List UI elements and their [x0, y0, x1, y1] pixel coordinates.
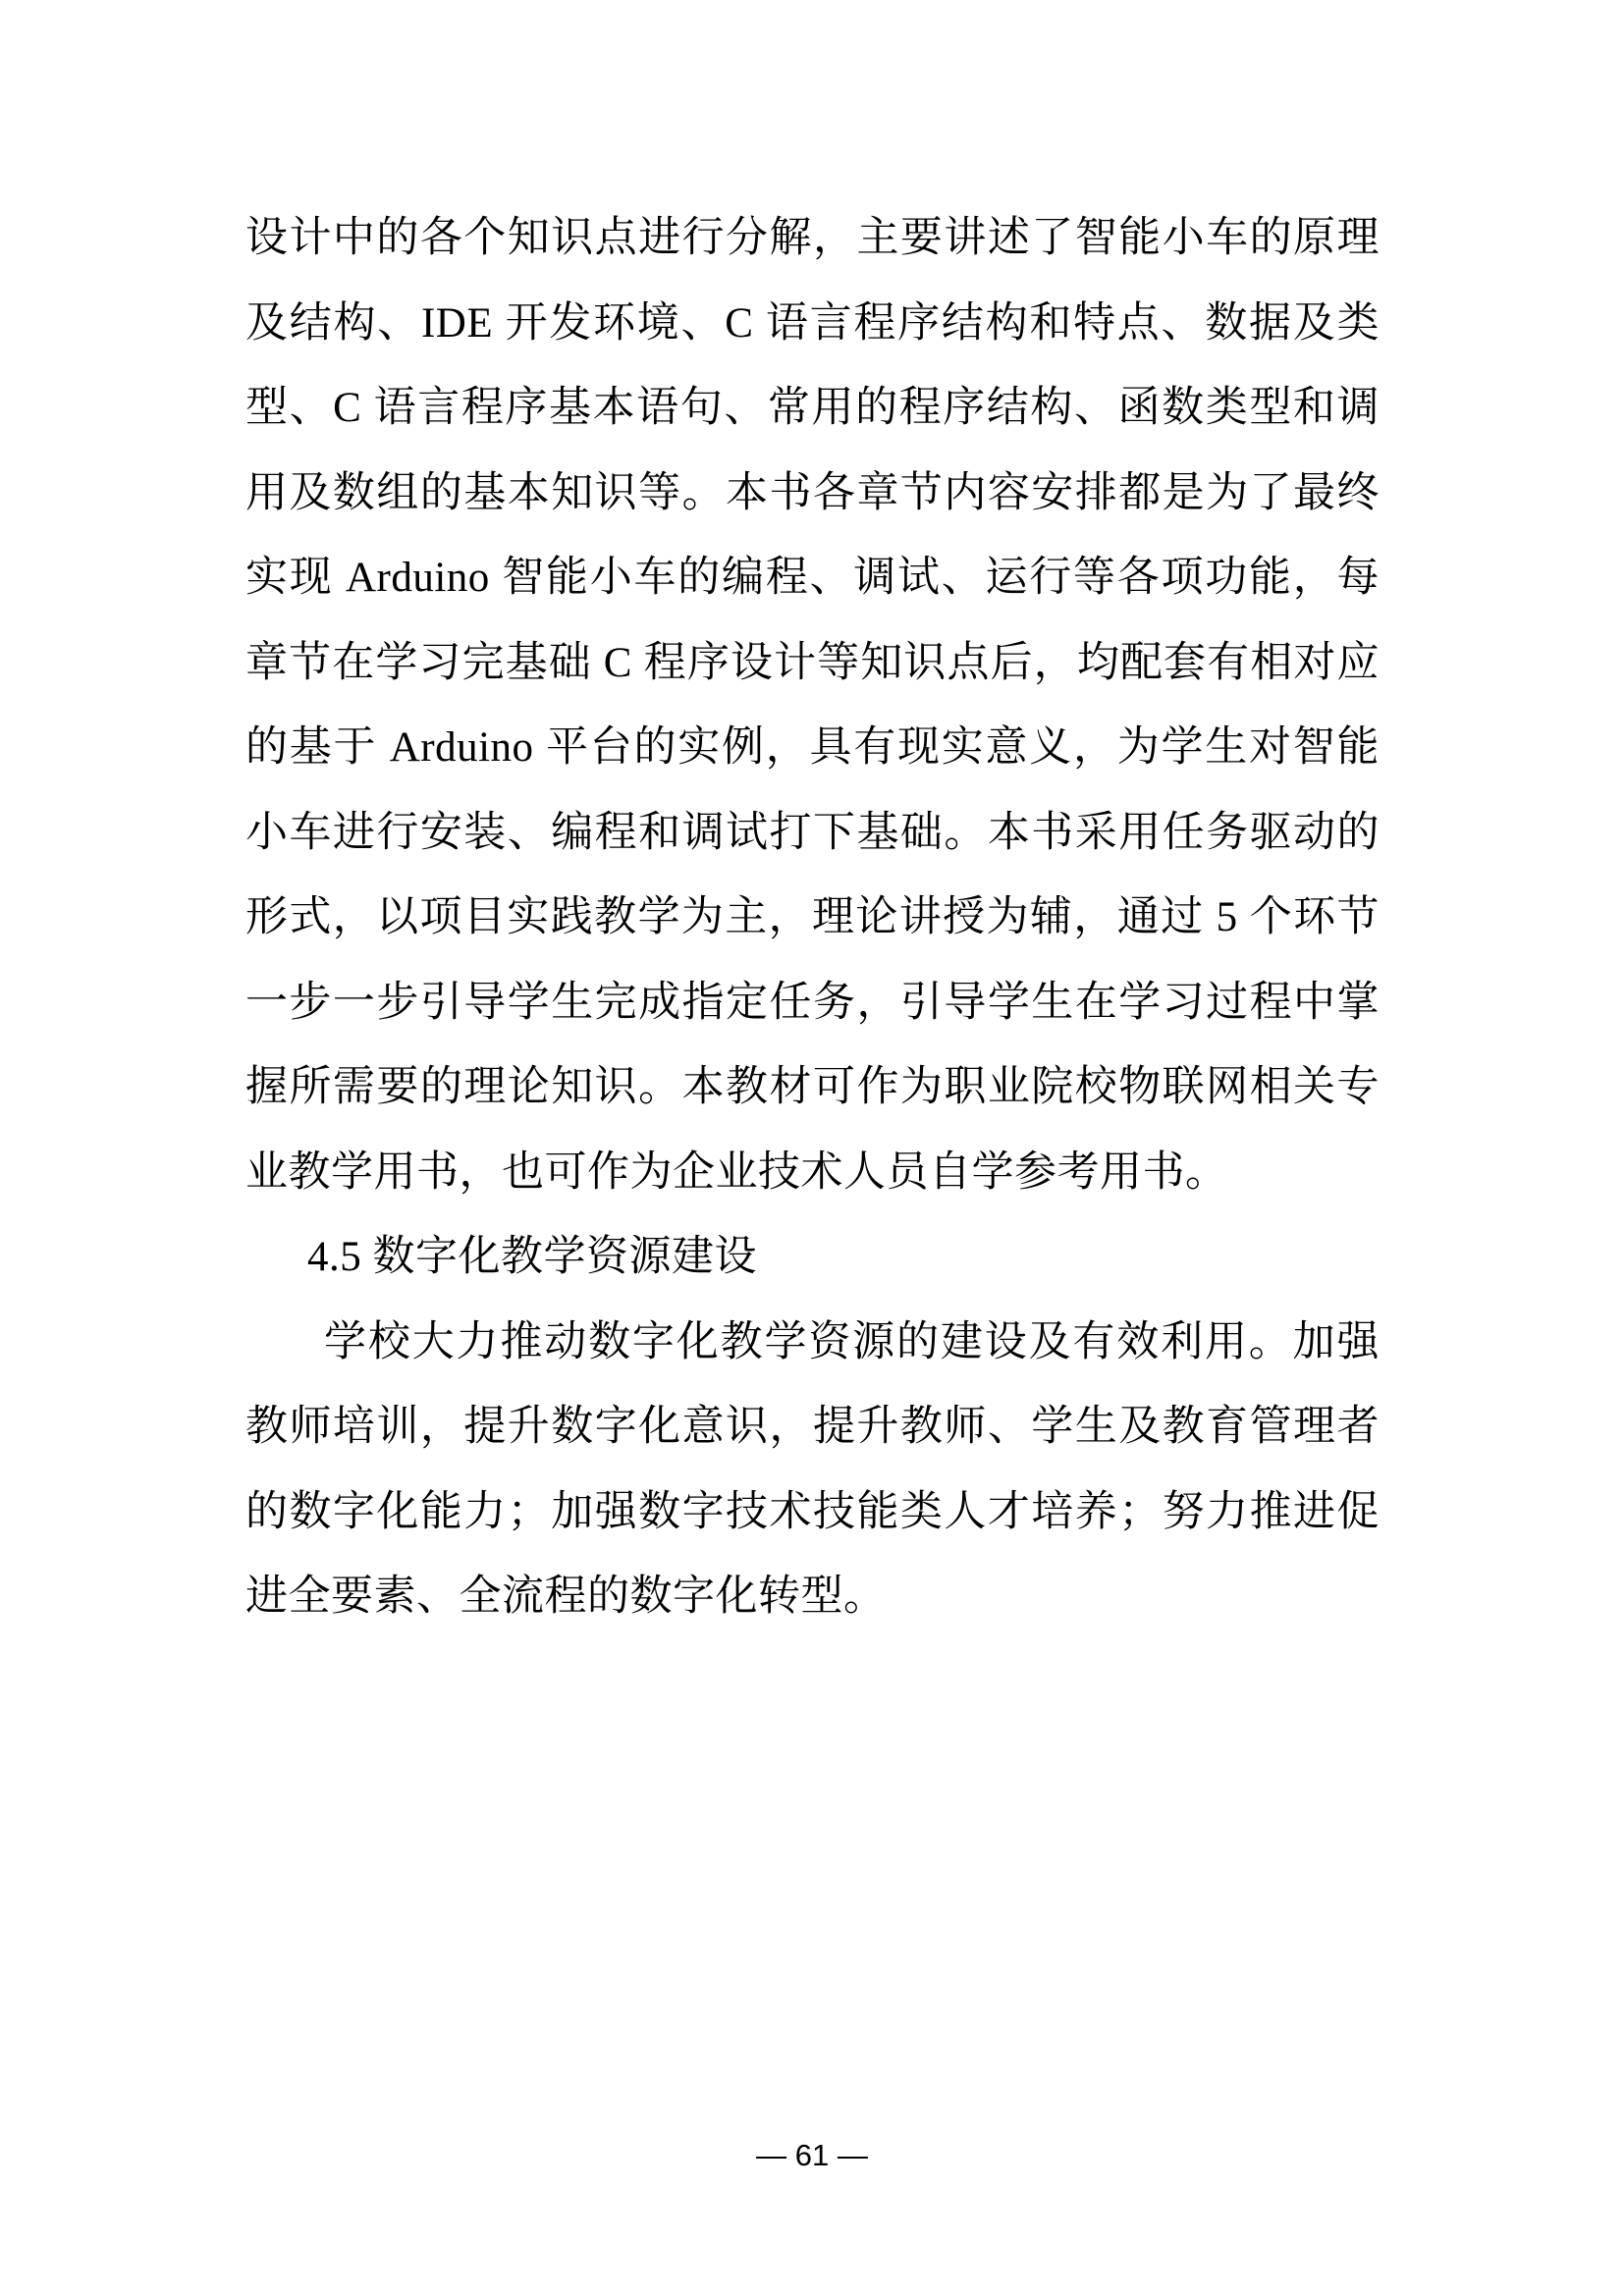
paragraph-line: 设计中的各个知识点进行分解，主要讲述了智能小车的原理	[245, 215, 1380, 261]
paragraph-line: 小车进行安装、编程和调试打下基础。本书采用任务驱动的	[245, 809, 1380, 856]
section-heading: 4.5 数字化教学资源建设	[307, 1234, 757, 1280]
paragraph-line: 教师培训，提升数字化意识，提升教师、学生及教育管理者	[245, 1404, 1380, 1450]
page-number: — 61 —	[756, 2138, 868, 2172]
paragraph-line: 及结构、IDE 开发环境、C 语言程序结构和特点、数据及类	[245, 299, 1380, 347]
paragraph-line: 的数字化能力；加强数字技术技能类人才培养；努力推进促	[245, 1488, 1380, 1535]
paragraph-line: 学校大力推动数字化教学资源的建设及有效利用。加强	[324, 1318, 1380, 1365]
paragraph-line: 形式，以项目实践教学为主，理论讲授为辅，通过 5 个环节	[245, 894, 1380, 940]
paragraph-line: 一步一步引导学生完成指定任务，引导学生在学习过程中掌	[245, 979, 1380, 1026]
paragraph-line: 进全要素、全流程的数字化转型。	[245, 1574, 887, 1620]
paragraph-line: 业教学用书，也可作为企业技术人员自学参考用书。	[245, 1148, 1228, 1196]
paragraph-line: 型、C 语言程序基本语句、常用的程序结构、函数类型和调	[245, 385, 1380, 431]
paragraph-line: 实现 Arduino 智能小车的编程、调试、运行等各项功能，每	[245, 555, 1380, 601]
paragraph-line: 握所需要的理论知识。本教材可作为职业院校物联网相关专	[245, 1064, 1380, 1110]
paragraph-line: 的基于 Arduino 平台的实例，具有现实意义，为学生对智能	[245, 724, 1380, 771]
paragraph-line: 章节在学习完基础 C 程序设计等知识点后，均配套有相对应	[245, 639, 1380, 686]
paragraph-line: 用及数组的基本知识等。本书各章节内容安排都是为了最终	[245, 469, 1380, 516]
page-body-text	[245, 196, 1380, 1640]
